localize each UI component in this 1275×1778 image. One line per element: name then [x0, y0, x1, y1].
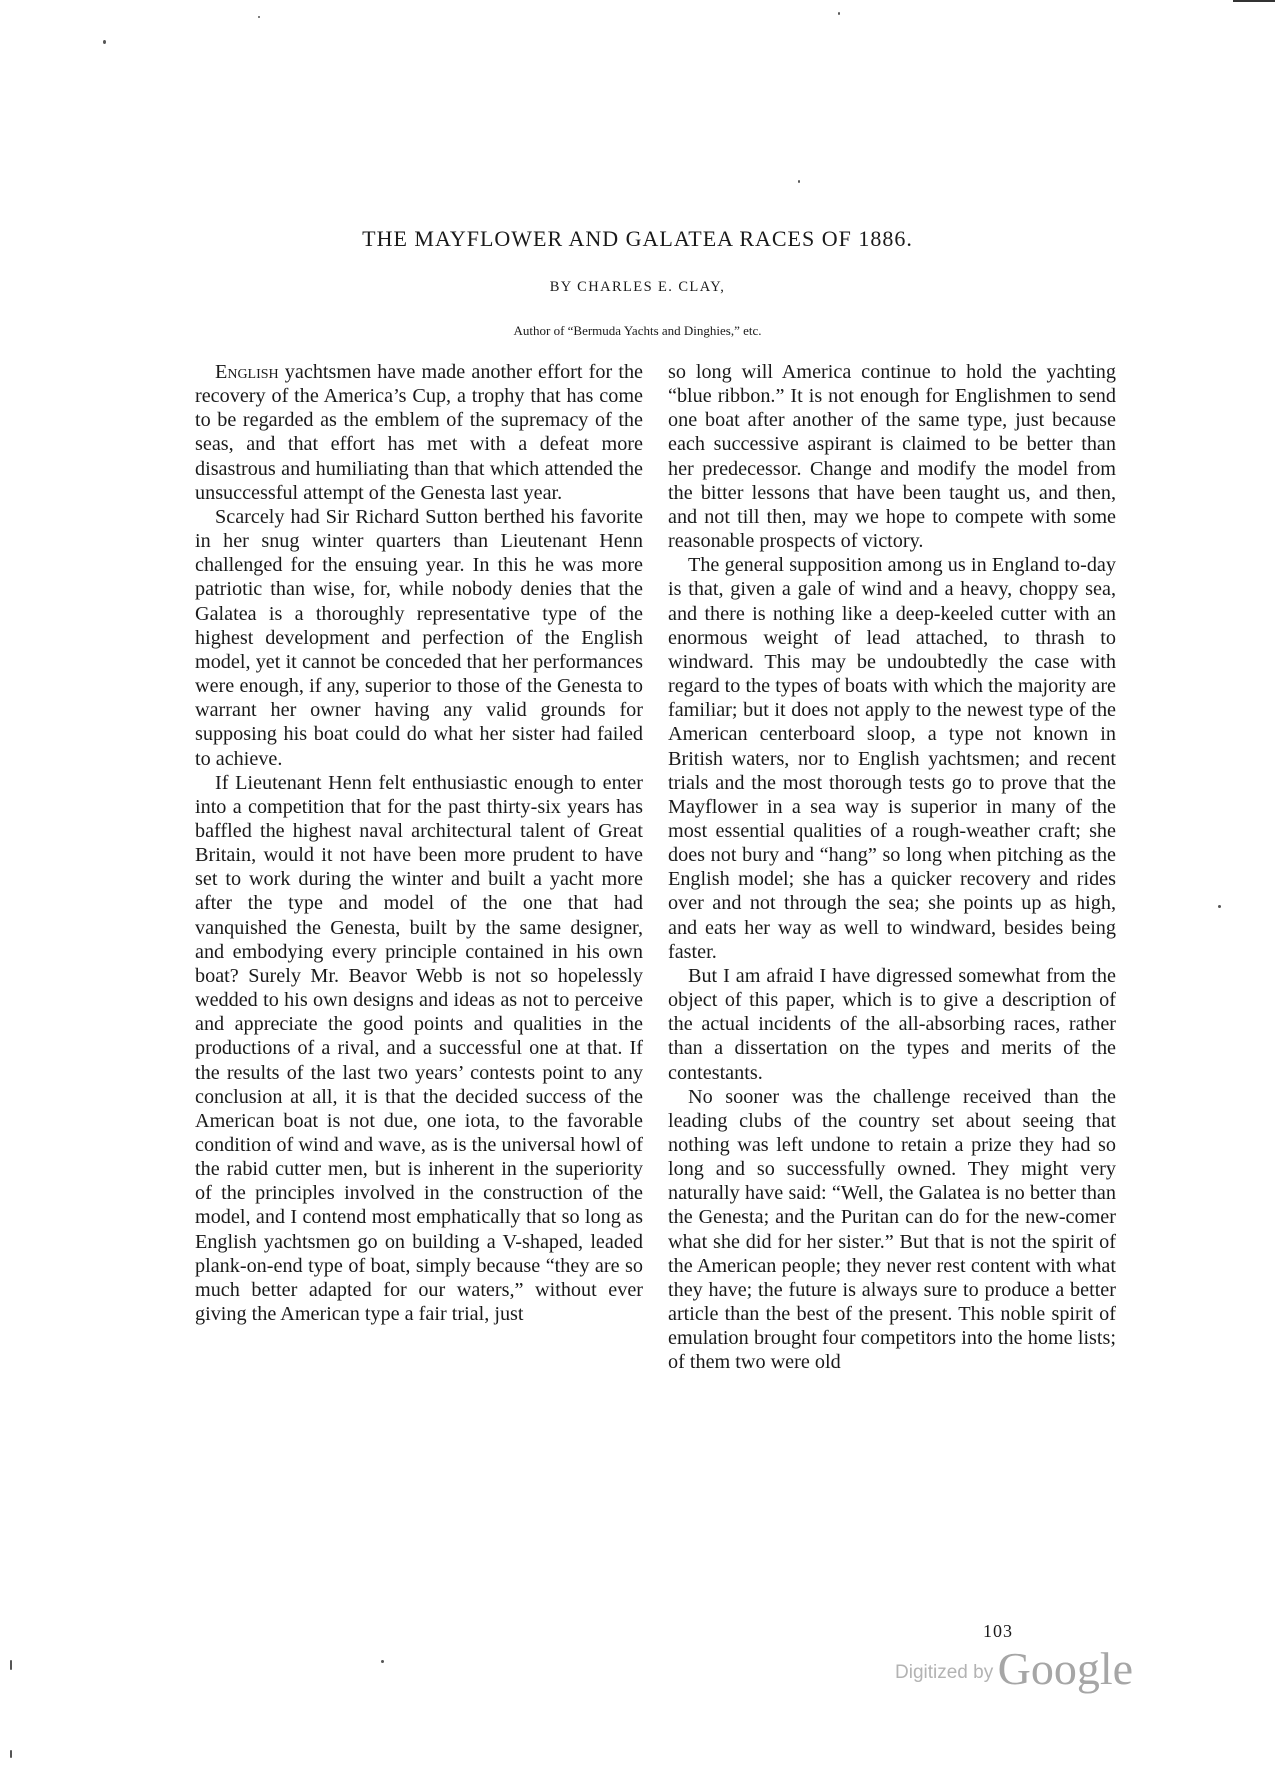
scan-edge-mark	[1233, 0, 1275, 2]
watermark-prefix: Digitized by	[895, 1662, 994, 1683]
paragraph: If Lieutenant Henn felt enthusiastic enough to enter into a competition that for the past thirty-six years has baffled the highest naval architectural talent of Great Britain, would it not have been more prudent to have set to work during the winter and built a yacht more after the type and model of the one that had vanquished the Genesta, built by the same designer, and embodying every principle contained in his own boat? Surely Mr. Beavor Webb is not so hopelessly wedded to his own designs and ideas as not to perceive and appreciate the good points and qualities in the productions of a rival, and a successful one at that. If the results of the last two years’ contests point to any conclusion at all, it is that the decided success of the American boat is not due, one iota, to the favorable condition of wind and wave, as is the universal howl of the rabid cutter men, but is inherent in the superiority of the principles involved in the construction of the model, and I contend most emphatically that so long as English yachtsmen go on building a V-shaped, leaded plank-on-end type of boat, simply because “they are so much better adapted for our waters,” without ever giving the American type a fair trial, just	[195, 771, 643, 1326]
left-column	[195, 360, 643, 1326]
paragraph-text: yachtsmen have made another effort for the recovery of the America’s Cup, a trophy that has come to be regarded as the emblem of the supremacy of the seas, and that effort has met with a defeat more disastrous and humiliating than that which attended the unsuccessful attempt of the Genesta last year.	[195, 361, 643, 504]
scan-speck	[103, 40, 106, 44]
paragraph: Scarcely had Sir Richard Sutton berthed his favorite in her snug winter quarters than Lieutenant Henn challenged for the ensuing year. In this he was more patriotic than wise, for, while nobody denies that the Galatea is a thoroughly representative type of the highest development and perfection of the English model, yet it cannot be conceded that her performances were enough, if any, superior to those of the Genesta to warrant her owner having any valid grounds for supposing his boat could do what her sister had failed to achieve.	[195, 505, 643, 770]
byline: BY CHARLES E. CLAY,	[549, 279, 726, 295]
paragraph: The general supposition among us in England to-day is that, given a gale of wind and a heavy, choppy sea, and there is nothing like a deep-keeled cutter with an enormous weight of lead attached, to thrash to windward. This may be undoubtedly the case with regard to the types of boats with which the majority are familiar; but it does not apply to the newest type of the American centerboard sloop, a type not known in British waters, nor to English yachtsmen; and recent trials and the most thorough tests go to prove that the Mayflower in a sea way is superior in many of the most essential qualities of a rough-weather craft; she does not bury and “hang” so long when pitching as the English model; she has a quicker recovery and rides over and not through the sea; she points up as high, and eats her way as well to windward, besides being faster.	[668, 554, 1116, 963]
scan-speck	[1218, 905, 1221, 908]
scan-speck	[10, 1750, 12, 1758]
right-column	[668, 360, 1116, 1375]
paragraph-continuation: so long will America continue to hold the yachting “blue ribbon.” It is not enough for Englishmen to send one boat after another of the same type, just because each successive aspirant is claimed to be better than her predecessor. Change and modify the model from the bitter lessons that have been taught us, and then, and not till then, may we hope to compete with some reasonable prospects of victory.	[668, 361, 1116, 553]
scan-speck	[381, 1660, 384, 1663]
paragraph	[195, 360, 643, 505]
paragraph: But I am afraid I have digressed somewhat from the object of this paper, which is to give a description of the actual incidents of the all-absorbing races, rather than a dissertation on the types and merits of the contestants.	[668, 964, 1116, 1084]
lead-word: English	[215, 361, 279, 383]
page-number: 103	[983, 1621, 1013, 1641]
digitized-watermark	[895, 1642, 1133, 1695]
scan-speck	[838, 12, 840, 15]
page-title: THE MAYFLOWER AND GALATEA RACES OF 1886.	[362, 226, 913, 251]
scan-speck	[798, 180, 800, 183]
paragraph: No sooner was the challenge received than the leading clubs of the country set about seeing that nothing was left undone to retain a prize they had so long and so successfully owned. They might very naturally have said: “Well, the Galatea is no better than the Genesta; and the Puritan can do for the new-comer what she did for her sister.” But that is not the spirit of the American people; they never rest content with what they have; the future is always sure to produce a better article than the best of the present. This noble spirit of emulation brought four competitors into the home lists; of them two were old	[668, 1085, 1116, 1374]
author-note: Author of “Bermuda Yachts and Dinghies,” etc.	[513, 323, 762, 338]
scan-speck	[258, 16, 260, 18]
scan-speck	[10, 1660, 12, 1670]
google-logo: Google	[997, 1643, 1134, 1694]
